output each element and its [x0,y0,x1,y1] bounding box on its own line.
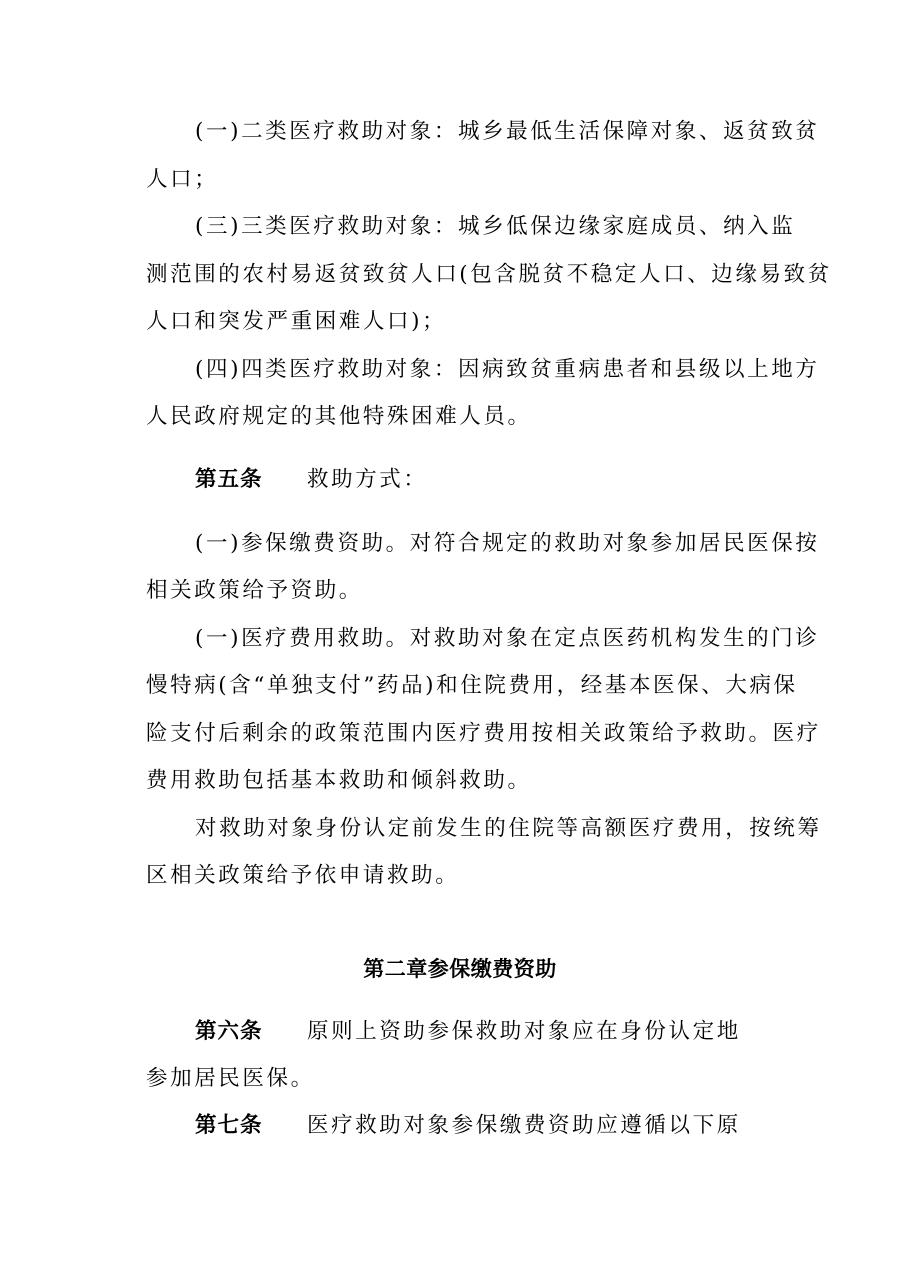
paragraph-line: 对救助对象身份认定前发生的住院等高额医疗费用，按统筹 [195,816,822,841]
paragraph-line: 人口和突发严重困难人口)； [146,309,447,334]
article-6 [195,1021,835,1043]
paragraph-line: (一)医疗费用救助。对救助对象在定点医药机构发生的门诊 [195,626,820,651]
paragraph-line: 测范围的农村易返贫致贫人口(包含脱贫不稳定人口、边缘易致贫 [146,262,832,287]
article-7 [195,1115,835,1137]
article-7-label: 第七条 [195,1113,263,1138]
paragraph-line: 人口； [146,167,219,192]
article-5 [195,469,835,491]
paragraph-line: (四)四类医疗救助对象：因病致贫重病患者和县级以上地方 [195,357,820,382]
paragraph-line: 相关政策给予资助。 [146,578,363,603]
article-5-label: 第五条 [195,467,263,492]
article-7-text: 医疗救助对象参保缴费资助应遵循以下原 [307,1113,741,1138]
paragraph-line: 人民政府规定的其他特殊困难人员。 [146,404,532,429]
paragraph-line: 区相关政策给予依申请救助。 [146,863,460,888]
article-6-label: 第六条 [195,1019,263,1044]
paragraph-line: (三)三类医疗救助对象：城乡低保边缘家庭成员、纳入监 [195,214,796,239]
paragraph-line: (一)二类医疗救助对象：城乡最低生活保障对象、返贫致贫 [195,119,820,144]
paragraph-line: 参加居民医保。 [146,1066,315,1091]
paragraph-line: 费用救助包括基本救助和倾斜救助。 [146,768,532,793]
article-6-text: 原则上资助参保救助对象应在身份认定地 [307,1019,741,1044]
paragraph-line: 慢特病(含“单独支付”药品)和住院费用，经基本医保、大病保 [146,673,798,698]
chapter-title: 第二章参保缴费资助 [363,957,557,981]
paragraph-line: (一)参保缴费资助。对符合规定的救助对象参加居民医保按 [195,531,820,556]
article-5-text: 救助方式： [307,467,428,492]
paragraph-line: 险支付后剩余的政策范围内医疗费用按相关政策给予救助。医疗 [146,721,821,746]
